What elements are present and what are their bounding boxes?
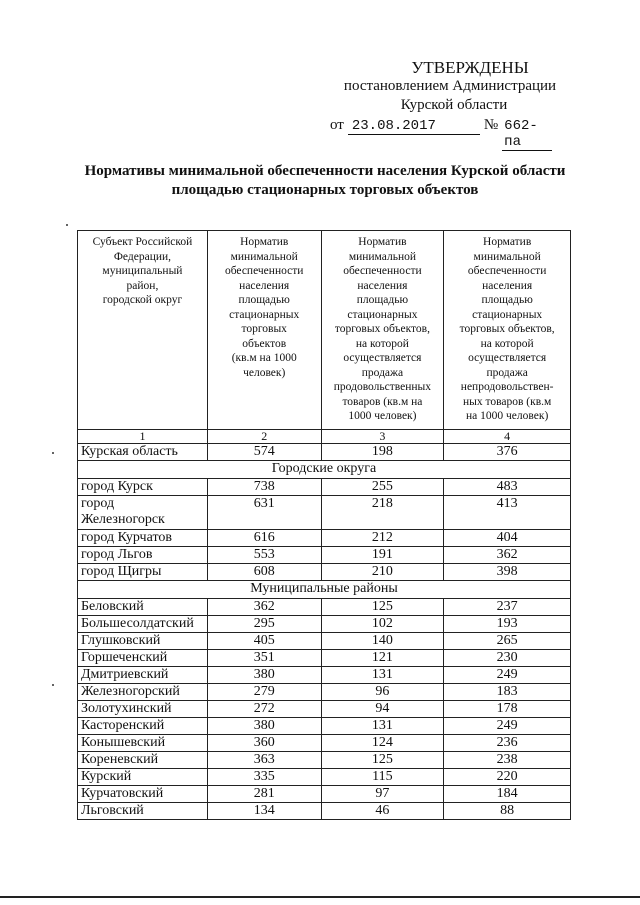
row-total: 362 bbox=[207, 599, 321, 616]
row-total: 380 bbox=[207, 667, 321, 684]
region-row bbox=[78, 444, 571, 461]
table-row bbox=[78, 786, 571, 803]
document-title-line-1: Нормативы минимальной обеспеченности населения Курской области bbox=[84, 163, 566, 179]
page-bottom-rule bbox=[0, 896, 640, 898]
table-row bbox=[78, 752, 571, 769]
row-nonfood: 230 bbox=[444, 650, 571, 667]
row-food: 124 bbox=[321, 735, 444, 752]
row-nonfood: 183 bbox=[444, 684, 571, 701]
row-nonfood: 362 bbox=[444, 547, 571, 564]
table-row bbox=[78, 496, 571, 530]
row-name: город Льгов bbox=[78, 547, 208, 564]
row-total: 553 bbox=[207, 547, 321, 564]
approval-date-row bbox=[330, 116, 570, 151]
row-food: 212 bbox=[321, 530, 444, 547]
row-nonfood: 249 bbox=[444, 667, 571, 684]
norms-table bbox=[77, 230, 571, 820]
scan-speck bbox=[52, 452, 54, 454]
row-name: Золотухинский bbox=[78, 701, 208, 718]
row-nonfood: 249 bbox=[444, 718, 571, 735]
row-name: город Щигры bbox=[78, 564, 208, 581]
section-title: Муниципальные районы bbox=[78, 581, 571, 599]
row-total: 616 bbox=[207, 530, 321, 547]
row-total: 738 bbox=[207, 479, 321, 496]
row-food: 125 bbox=[321, 752, 444, 769]
row-food: 94 bbox=[321, 701, 444, 718]
row-nonfood: 265 bbox=[444, 633, 571, 650]
column-number: 2 bbox=[207, 430, 321, 444]
row-name: Кореневский bbox=[78, 752, 208, 769]
row-food: 198 bbox=[321, 444, 444, 461]
row-total: 405 bbox=[207, 633, 321, 650]
table-row bbox=[78, 564, 571, 581]
scan-speck bbox=[52, 684, 54, 686]
row-food: 97 bbox=[321, 786, 444, 803]
approval-block bbox=[330, 58, 570, 151]
row-nonfood: 237 bbox=[444, 599, 571, 616]
header-subject: Субъект Российской Федерации, муниципальный район, городской округ bbox=[78, 231, 208, 430]
section-row-municipal-districts bbox=[78, 581, 571, 599]
header-nonfood-norm: Норматив минимальной обеспеченности населения площадью стационарных торговых объектов, на которой осуществляется продажа непродовольствен- ных товаров (кв.м на 1000 человек) bbox=[444, 231, 571, 430]
row-food: 255 bbox=[321, 479, 444, 496]
row-nonfood: 404 bbox=[444, 530, 571, 547]
table-row bbox=[78, 479, 571, 496]
row-food: 46 bbox=[321, 803, 444, 820]
row-name: Глушковский bbox=[78, 633, 208, 650]
row-total: 279 bbox=[207, 684, 321, 701]
row-total: 380 bbox=[207, 718, 321, 735]
row-name: Дмитриевский bbox=[78, 667, 208, 684]
approval-number: 662-па bbox=[502, 118, 552, 151]
row-nonfood: 413 bbox=[444, 496, 571, 530]
row-food: 96 bbox=[321, 684, 444, 701]
header-total-norm: Норматив минимальной обеспеченности населения площадью стационарных торговых объектов (кв.м на 1000 человек) bbox=[207, 231, 321, 430]
column-number: 3 bbox=[321, 430, 444, 444]
scan-speck bbox=[66, 224, 68, 226]
row-food: 218 bbox=[321, 496, 444, 530]
row-food: 140 bbox=[321, 633, 444, 650]
row-nonfood: 483 bbox=[444, 479, 571, 496]
column-number-row bbox=[78, 430, 571, 444]
row-total: 360 bbox=[207, 735, 321, 752]
row-total: 295 bbox=[207, 616, 321, 633]
row-name: город Курчатов bbox=[78, 530, 208, 547]
table-row bbox=[78, 684, 571, 701]
approval-line-resolution: постановлением Администрации bbox=[343, 78, 557, 94]
table-header-row bbox=[78, 231, 571, 430]
table-row bbox=[78, 547, 571, 564]
column-number: 4 bbox=[444, 430, 571, 444]
document-title-line-2: площадью стационарных торговых объектов bbox=[171, 182, 479, 198]
approval-line-region: Курской области bbox=[400, 97, 508, 113]
table-row bbox=[78, 718, 571, 735]
approval-date: 23.08.2017 bbox=[348, 118, 480, 135]
row-name: Горшеченский bbox=[78, 650, 208, 667]
approval-title: УТВЕРЖДЕНЫ bbox=[411, 58, 529, 77]
row-nonfood: 236 bbox=[444, 735, 571, 752]
row-nonfood: 398 bbox=[444, 564, 571, 581]
row-food: 210 bbox=[321, 564, 444, 581]
table-row bbox=[78, 633, 571, 650]
row-nonfood: 178 bbox=[444, 701, 571, 718]
table-row bbox=[78, 735, 571, 752]
row-name: Касторенский bbox=[78, 718, 208, 735]
row-food: 102 bbox=[321, 616, 444, 633]
row-nonfood: 220 bbox=[444, 769, 571, 786]
document-title bbox=[60, 162, 590, 200]
row-name: Беловский bbox=[78, 599, 208, 616]
row-total: 335 bbox=[207, 769, 321, 786]
section-row-city-districts bbox=[78, 461, 571, 479]
row-name: город Железногорск bbox=[78, 496, 208, 530]
row-total: 134 bbox=[207, 803, 321, 820]
row-name: Курчатовский bbox=[78, 786, 208, 803]
column-number: 1 bbox=[78, 430, 208, 444]
row-food: 121 bbox=[321, 650, 444, 667]
row-nonfood: 238 bbox=[444, 752, 571, 769]
row-nonfood: 184 bbox=[444, 786, 571, 803]
date-prefix: от bbox=[330, 117, 344, 133]
row-total: 574 bbox=[207, 444, 321, 461]
row-total: 272 bbox=[207, 701, 321, 718]
table-row bbox=[78, 599, 571, 616]
table-row bbox=[78, 650, 571, 667]
row-name: Курский bbox=[78, 769, 208, 786]
row-food: 115 bbox=[321, 769, 444, 786]
row-nonfood: 376 bbox=[444, 444, 571, 461]
section-title: Городские округа bbox=[78, 461, 571, 479]
row-total: 351 bbox=[207, 650, 321, 667]
table-row bbox=[78, 803, 571, 820]
row-nonfood: 193 bbox=[444, 616, 571, 633]
table-row bbox=[78, 530, 571, 547]
row-food: 191 bbox=[321, 547, 444, 564]
row-name: Большесолдатский bbox=[78, 616, 208, 633]
table-row bbox=[78, 769, 571, 786]
table-row bbox=[78, 616, 571, 633]
row-name: город Курск bbox=[78, 479, 208, 496]
number-prefix: № bbox=[483, 117, 499, 133]
row-name: Железногорский bbox=[78, 684, 208, 701]
row-total: 363 bbox=[207, 752, 321, 769]
row-total: 631 bbox=[207, 496, 321, 530]
table-row bbox=[78, 701, 571, 718]
row-food: 131 bbox=[321, 718, 444, 735]
header-food-norm: Норматив минимальной обеспеченности населения площадью стационарных торговых объектов, на которой осуществляется продажа продовольственных товаров (кв.м на 1000 человек) bbox=[321, 231, 444, 430]
row-name: Курская область bbox=[78, 444, 208, 461]
table-row bbox=[78, 667, 571, 684]
row-food: 125 bbox=[321, 599, 444, 616]
row-total: 608 bbox=[207, 564, 321, 581]
row-total: 281 bbox=[207, 786, 321, 803]
row-name: Конышевский bbox=[78, 735, 208, 752]
row-name: Льговский bbox=[78, 803, 208, 820]
row-nonfood: 88 bbox=[444, 803, 571, 820]
row-food: 131 bbox=[321, 667, 444, 684]
